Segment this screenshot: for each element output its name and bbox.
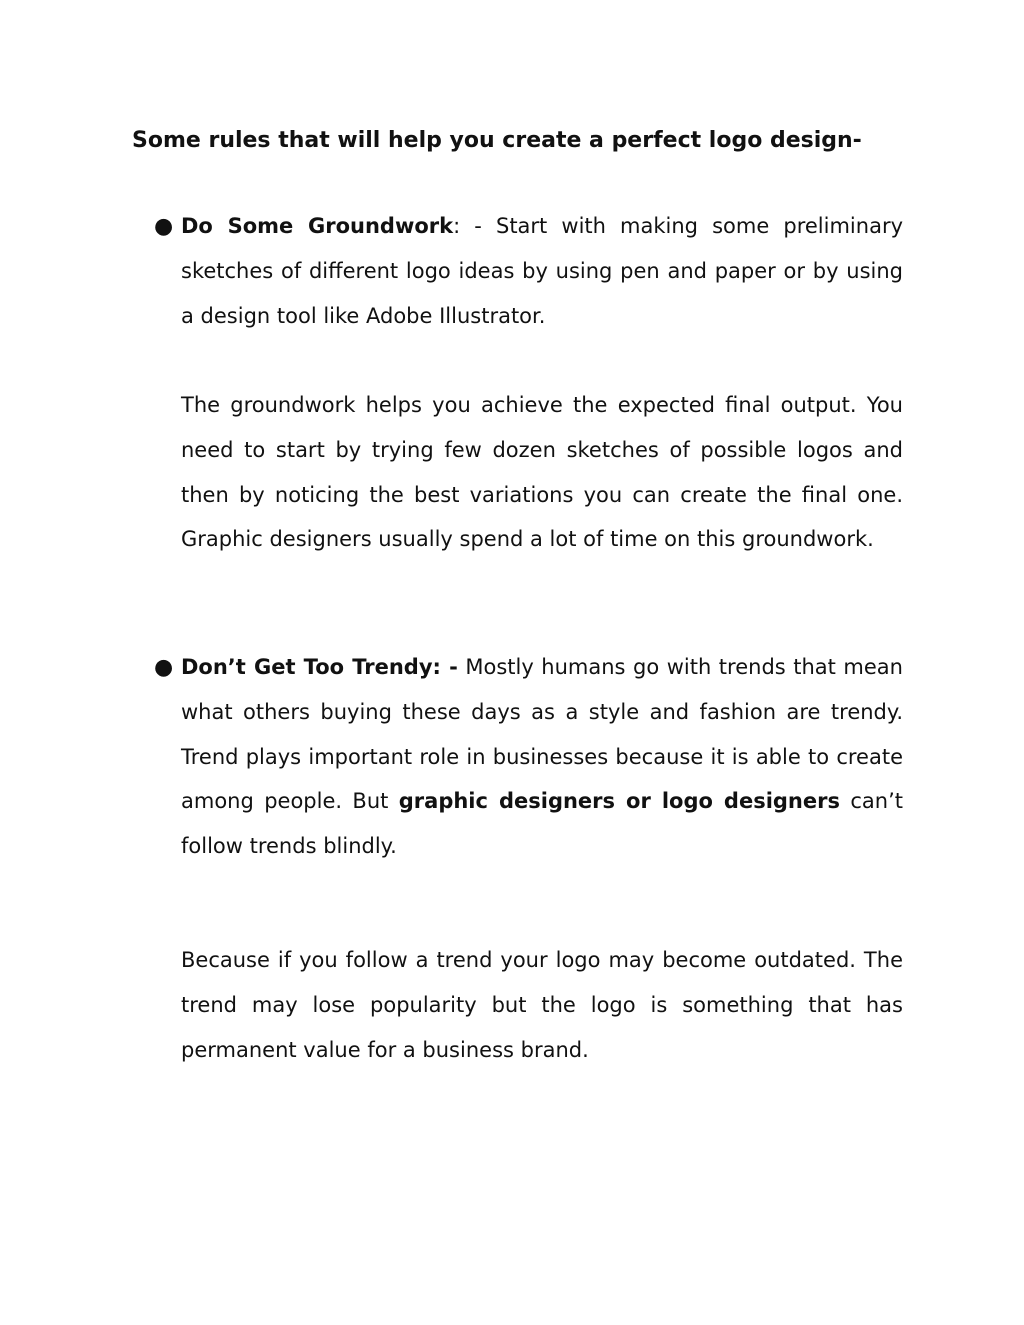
bullet-marker: ● [154, 655, 174, 680]
bold-phrase-designers: graphic designers or logo designers [398, 789, 840, 814]
item-text-trendy-start: Mostly humans go with trends that mean what others buying these days as a style and fashion are trendy. Trend plays important role in businesses because it is able to create among people. But [181, 655, 903, 814]
item-heading-suffix: : - [453, 214, 482, 238]
list-item-trendy [181, 645, 903, 869]
list-item-groundwork [181, 204, 903, 338]
item-heading-trendy: Don’t Get Too Trendy: - [181, 655, 458, 679]
paragraph-groundwork: The groundwork helps you achieve the expected final output. You need to start by trying few dozen sketches of possible logos and then by noticing the best variations you can create the final one. Graphic designers usually spend a lot of time on this groundwork. [181, 393, 903, 552]
bullet-marker: ● [154, 214, 174, 239]
paragraph-trendy: Because if you follow a trend your logo may become outdated. The trend may lose popularity but the logo is something that has permanent value for a business brand. [181, 948, 903, 1062]
item-text-trendy-end: can’t follow trends blindly. [181, 789, 903, 859]
item-text-groundwork: Start with making some preliminary sketches of different logo ideas by using pen and paper or by using a design tool like Adobe Illustrator. [181, 214, 904, 328]
page-title: Some rules that will help you create a perfect logo design- [132, 128, 862, 153]
item-heading-groundwork: Do Some Groundwork [181, 214, 454, 238]
